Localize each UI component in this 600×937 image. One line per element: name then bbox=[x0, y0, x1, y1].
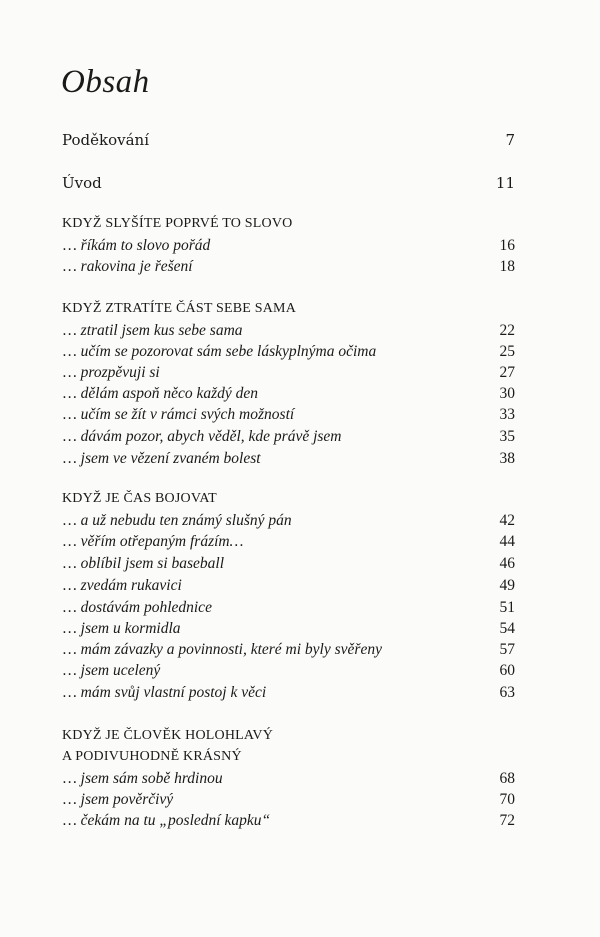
page-title: Obsah bbox=[61, 64, 150, 100]
entry-label: Poděkování bbox=[62, 131, 149, 149]
entry-page: 30 bbox=[499, 385, 515, 402]
entry-label: … zvedám rukavici bbox=[63, 577, 182, 594]
entry-label: … čekám na tu „poslední kapku“ bbox=[63, 812, 271, 829]
section-heading-continued bbox=[0, 749, 600, 771]
entry-label: … dělám aspoň něco každý den bbox=[63, 385, 258, 402]
entry-label: … říkám to slovo pořád bbox=[63, 237, 211, 254]
entry-label: … učím se pozorovat sám sebe láskyplnýma očima bbox=[63, 343, 377, 360]
toc-entry bbox=[0, 364, 600, 386]
entry-page: 42 bbox=[499, 512, 515, 529]
toc-entry bbox=[0, 450, 600, 472]
entry-page: 72 bbox=[499, 812, 515, 829]
entry-label: … jsem sám sobě hrdinou bbox=[63, 770, 223, 787]
entry-page: 18 bbox=[499, 258, 515, 275]
entry-page: 51 bbox=[499, 599, 515, 616]
entry-page: 68 bbox=[499, 770, 515, 787]
entry-page: 11 bbox=[495, 174, 515, 192]
entry-page: 25 bbox=[499, 343, 515, 360]
section-heading bbox=[0, 301, 600, 323]
entry-label: … ztratil jsem kus sebe sama bbox=[63, 322, 243, 339]
entry-label: … věřím otřepaným frázím… bbox=[63, 533, 244, 550]
entry-label: … dostávám pohlednice bbox=[63, 599, 212, 616]
entry-page: 70 bbox=[499, 791, 515, 808]
entry-page: 35 bbox=[499, 428, 515, 445]
toc-entry bbox=[0, 770, 600, 792]
toc-entry bbox=[0, 343, 600, 365]
toc-entry bbox=[0, 684, 600, 706]
toc-entry bbox=[0, 577, 600, 599]
toc-entry bbox=[0, 428, 600, 450]
section-heading-text: A PODIVUHODNĚ KRÁSNÝ bbox=[62, 749, 242, 764]
entry-page: 49 bbox=[499, 577, 515, 594]
section-heading bbox=[0, 491, 600, 513]
toc-entry bbox=[0, 791, 600, 813]
toc-entry bbox=[0, 533, 600, 555]
toc-entry bbox=[0, 406, 600, 428]
entry-label: … dávám pozor, abych věděl, kde právě jsem bbox=[63, 428, 342, 445]
entry-page: 7 bbox=[505, 131, 515, 149]
entry-label: … mám závazky a povinnosti, které mi byly svěřeny bbox=[63, 641, 382, 658]
entry-page: 44 bbox=[499, 533, 515, 550]
toc-entry bbox=[0, 641, 600, 663]
entry-label: … rakovina je řešení bbox=[63, 258, 193, 275]
toc-entry bbox=[0, 620, 600, 642]
section-heading-text: KDYŽ JE ČLOVĚK HOLOHLAVÝ bbox=[62, 728, 274, 743]
entry-label: … oblíbil jsem si baseball bbox=[63, 555, 225, 572]
toc-entry bbox=[0, 812, 600, 834]
toc-entry bbox=[0, 385, 600, 407]
entry-label: … jsem ve vězení zvaném bolest bbox=[63, 450, 261, 467]
toc-entry bbox=[0, 599, 600, 621]
toc-entry bbox=[0, 237, 600, 259]
entry-page: 22 bbox=[499, 322, 515, 339]
entry-page: 33 bbox=[499, 406, 515, 423]
entry-label: … učím se žít v rámci svých možností bbox=[63, 406, 295, 423]
entry-label: Úvod bbox=[62, 174, 102, 192]
entry-page: 27 bbox=[499, 364, 515, 381]
toc-entry-intro bbox=[0, 174, 600, 196]
entry-page: 46 bbox=[499, 555, 515, 572]
entry-page: 16 bbox=[499, 237, 515, 254]
entry-page: 54 bbox=[499, 620, 515, 637]
entry-label: … jsem ucelený bbox=[63, 662, 161, 679]
toc-entry bbox=[0, 322, 600, 344]
entry-label: … jsem u kormidla bbox=[63, 620, 181, 637]
entry-page: 60 bbox=[499, 662, 515, 679]
toc-entry-acknowledgements bbox=[0, 131, 600, 153]
section-heading-text: KDYŽ SLYŠÍTE POPRVÉ TO SLOVO bbox=[62, 216, 293, 231]
entry-label: … a už nebudu ten známý slušný pán bbox=[63, 512, 292, 529]
toc-entry bbox=[0, 512, 600, 534]
toc-entry bbox=[0, 555, 600, 577]
entry-label: … mám svůj vlastní postoj k věci bbox=[63, 684, 267, 701]
entry-page: 38 bbox=[499, 450, 515, 467]
section-heading-text: KDYŽ ZTRATÍTE ČÁST SEBE SAMA bbox=[62, 301, 297, 316]
section-heading bbox=[0, 728, 600, 750]
entry-label: … jsem pověrčivý bbox=[63, 791, 174, 808]
section-heading-text: KDYŽ JE ČAS BOJOVAT bbox=[62, 491, 217, 506]
entry-page: 57 bbox=[499, 641, 515, 658]
toc-entry bbox=[0, 662, 600, 684]
entry-page: 63 bbox=[499, 684, 515, 701]
section-heading bbox=[0, 216, 600, 238]
toc-entry bbox=[0, 258, 600, 280]
entry-label: … prozpěvuji si bbox=[63, 364, 160, 381]
